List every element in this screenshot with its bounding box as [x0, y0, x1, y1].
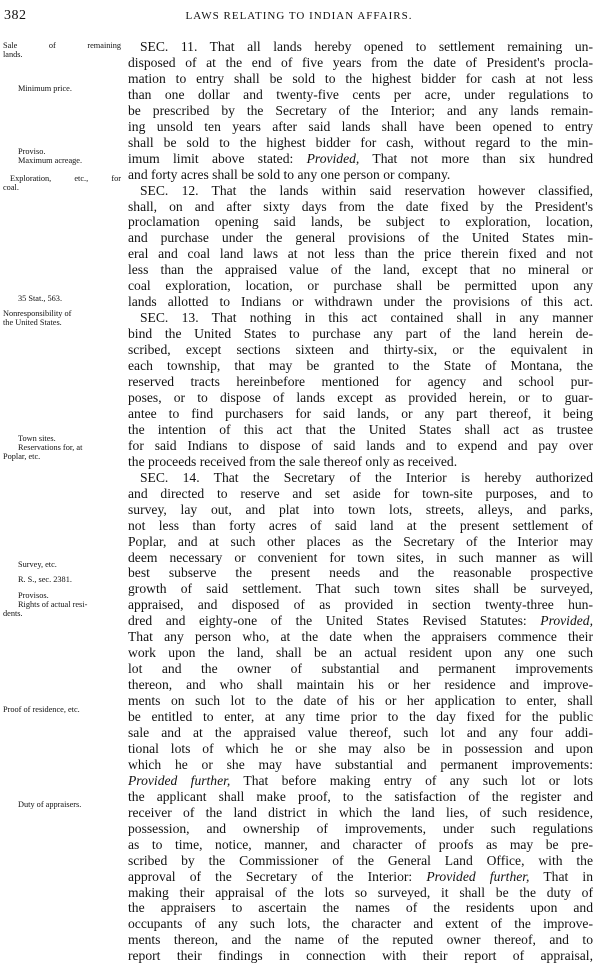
page-header	[4, 8, 594, 26]
text-line: eral and coal land laws at not less than the price therein fixed and not	[128, 246, 593, 262]
text-line	[128, 613, 593, 629]
text-line: disposed of at the end of five years from the date of President's procla-	[128, 54, 593, 70]
text-line	[128, 773, 593, 789]
margin-note: lands.	[3, 50, 23, 59]
text-line: survey, lay out, and plat into town lots, streets, alleys, and parks,	[128, 501, 593, 517]
text-line: as to time, notice, manner, and character of proofs as may be pre-	[128, 836, 593, 852]
margin-note: Nonresponsibility of	[3, 309, 72, 318]
margin-note: Maximum acreage.	[18, 156, 83, 165]
margin-note: Exploration, etc., for	[10, 174, 121, 183]
margin-note: Town sites.	[18, 434, 56, 443]
text-line: lot and the owner of substantial and permanent improvements	[128, 661, 593, 677]
text-line: lands allotted to Indians or withdrawn under the provisions of this act.	[128, 294, 593, 310]
text-line: SEC. 13. That nothing in this act contained shall in any manner	[140, 310, 593, 326]
text-line: for said Indians to dispose of said lands and to expend and pay over	[128, 437, 593, 453]
text-line: Poplar, and at such other places as the Secretary of the Interior may	[128, 533, 593, 549]
text-line: not less than forty acres of said land at the present settlement of	[128, 517, 593, 533]
text-line: appraised, and disposed of as provided in section twenty-three hun-	[128, 597, 593, 613]
text-line: mation to entry shall be sold to the highest bidder for cash at not less	[128, 70, 593, 86]
text-run: approval of the Secretary of the Interior:	[128, 868, 427, 884]
margin-note: Rights of actual resi-	[18, 600, 88, 609]
text-line: which he or she may have substantial and permanent improvements:	[128, 756, 593, 772]
margin-note: Provisos.	[18, 591, 49, 600]
text-line: shall be sold to the highest bidder for cash, without regard to the min-	[128, 134, 593, 150]
text-line: less than the appraised value of the land, except that no mineral or	[128, 262, 593, 278]
text-line: proclamation opening said lands, be subject to exploration, location,	[128, 214, 593, 230]
margin-note: 35 Stat., 563.	[18, 294, 63, 303]
margin-note: Duty of appraisers.	[18, 800, 82, 809]
text-line: thereon, and who shall maintain his or her residence and improve-	[128, 677, 593, 693]
text-line: reserved tracts hereinbefore mentioned for agency and school pur-	[128, 374, 593, 390]
text-line: bind the United States to purchase any part of the land herein de-	[128, 326, 593, 342]
text-line: deem necessary or convenient for town sites, in such manner as will	[128, 549, 593, 565]
running-head: LAWS RELATING TO INDIAN AFFAIRS.	[185, 10, 413, 22]
margin-note: R. S., sec. 2381.	[18, 575, 72, 584]
margin-note: Reservations for, at	[18, 443, 83, 452]
text-line: coal exploration, location, or purchase shall be permitted upon any	[128, 278, 593, 294]
text-line: than one dollar and twenty-five cents per acre, under regulations to	[128, 86, 593, 102]
margin-note: Proviso.	[18, 147, 46, 156]
margin-note: Poplar, etc.	[3, 452, 41, 461]
text-line: SEC. 11. That all lands hereby opened to settlement remaining un-	[140, 39, 593, 54]
text-line: the appraisers to ascertain the names of the residents upon and	[128, 900, 593, 916]
text-line: be entitled to enter, at any time prior to the day fixed for the public	[128, 709, 593, 725]
text-line: occupants of any such lots, the character and extent of the improve-	[128, 916, 593, 932]
proviso-italic: Provided,	[540, 613, 593, 629]
text-line	[128, 869, 593, 885]
text-line: ments on such lot to the date of his or her application to enter, shall	[128, 693, 593, 709]
margin-note: Proof of residence, etc.	[3, 705, 80, 714]
text-line: and forty acres shall be sold to any one person or company.	[128, 166, 451, 182]
margin-note: Sale of remaining	[3, 41, 121, 50]
text-line: antee to find purchasers for said lands, or any part thereof, it being	[128, 405, 593, 421]
margin-note: coal.	[3, 183, 19, 192]
proviso-italic: Provided,	[306, 150, 360, 166]
text-line: poses, or to dispose of lands except as provided herein, or to guar-	[128, 389, 593, 405]
text-line	[128, 151, 593, 167]
text-line: the applicant shall make proof, to the satisfaction of the register and	[128, 788, 593, 804]
text-line: and purchase under the general provisions of the United States min-	[128, 230, 593, 246]
text-line: SEC. 14. That the Secretary of the Interior is hereby authorized	[140, 469, 593, 485]
margin-note: dents.	[3, 609, 23, 618]
text-line: receiver of the land district in which the land lies, of such residence,	[128, 804, 593, 820]
body-text	[128, 39, 593, 964]
margin-note: Minimum price.	[18, 84, 72, 93]
text-run: That not more than six hundred	[359, 150, 593, 166]
text-line: tional lots of which he or she may also be in possession and upon	[128, 740, 593, 756]
text-line: the intention of this act that the United States shall act as trustee	[128, 421, 593, 437]
text-line: shall, on and after sixty days from the date fixed by the President's	[128, 198, 593, 214]
text-run: imum limit above stated:	[128, 150, 307, 166]
text-line: ing unsold ten years after said lands shall have been opened to entry	[128, 118, 593, 134]
text-run: That before making entry of any such lot or lots	[230, 772, 593, 788]
text-line: scribed, except sections sixteen and thirty-six, or the equivalent in	[128, 342, 593, 358]
text-line: report their findings in connection with their report of appraisal,	[128, 948, 593, 964]
proviso-italic: Provided further,	[426, 868, 530, 884]
text-line: work upon the land, shall be an actual resident upon any one such	[128, 645, 593, 661]
text-line: and directed to reserve and set aside for town-site purposes, and to	[128, 485, 593, 501]
text-line: each township, that may be granted to the State of Montana, the	[128, 358, 593, 374]
text-run: dred and eighty-one of the United States Revised Statutes:	[128, 613, 541, 629]
page-number: 382	[4, 8, 27, 23]
text-run: That in	[529, 868, 593, 884]
text-line: the proceeds received from the sale thereof only as received.	[128, 453, 458, 469]
text-line: growth of said settlement. That such town sites shall be surveyed,	[128, 581, 593, 597]
text-line: SEC. 12. That the lands within said reservation however classified,	[140, 182, 593, 198]
text-line: making their appraisal of the lots so surveyed, it shall be the duty of	[128, 884, 593, 900]
text-line: sale and at the appraised value thereof, such lot and any four addi-	[128, 724, 593, 740]
text-line: possession, and ownership of improvements, under such regulations	[128, 820, 593, 836]
text-line: ments thereon, and the name of the reputed owner thereof, and to	[128, 932, 593, 948]
text-line: That any person who, at the date when the appraisers commence their	[128, 629, 593, 645]
margin-note: Survey, etc.	[18, 560, 57, 569]
margin-note: the United States.	[3, 318, 62, 327]
text-line: best subserve the present needs and the reasonable prospective	[128, 565, 593, 581]
proviso-italic: Provided further,	[128, 772, 231, 788]
text-line: be prescribed by the Secretary of the Interior; and any lands remain-	[128, 102, 593, 118]
text-line: scribed by the Commissioner of the General Land Office, with the	[128, 852, 593, 868]
